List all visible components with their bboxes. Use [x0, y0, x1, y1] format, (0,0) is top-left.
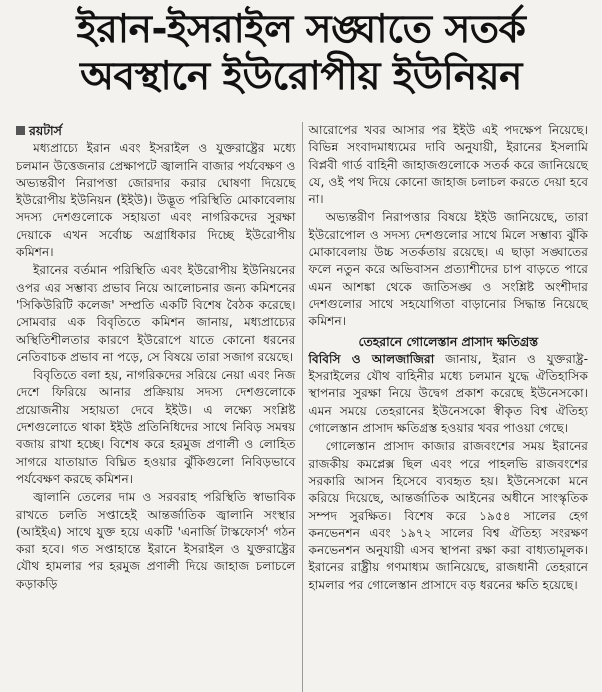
headline-line-1: ইরান-ইসরাইল সঙ্ঘাতে সতর্ক [76, 7, 526, 52]
byline-source: রয়টার্স [29, 123, 62, 138]
paragraph: ইরানের বর্তমান পরিস্থিতি এবং ইউরোপীয় ইউনিয়নের ওপর এর সম্ভাব্য প্রভাব নিয়ে আলোচনার জন্য কমিশনের 'সিকিউরিটি কলেজ' সম্প্রতি একটি বিশেষ বৈঠক করেছে। সোমবার এক বিবৃতিতে কমিশন জানায়, মধ্যপ্রাচ্যের অস্থিতিশীলতার কারণে ইউরোপে যাতে কোনো ধরনের নেতিবাচক প্রভাব না পড়ে, সে বিষয়ে তারা সজাগ রয়েছে। [16, 263, 296, 364]
paragraph: বিবৃতিতে বলা হয়, নাগরিকদের সরিয়ে নেয়া এবং নিজ দেশে ফিরিয়ে আনার প্রক্রিয়ায় সদস্য দেশগুলোকে প্রয়োজনীয় সহায়তা দেবে ইইউ। এ লক্ষ্যে সংশ্লিষ্ট দেশগুলোতে থাকা ইইউ প্রতিনিধিদের সাথে নিবিড় সমন্বয় বজায় রাখা হচ্ছে। বিশেষ করে হরমুজ প্রণালী ও লোহিত সাগরে যাতায়াত বিঘ্নিত হওয়ার ঝুঁকিগুলো নিবিড়ভাবে পর্যবেক্ষণ করছে কমিশন। [16, 368, 296, 486]
headline-line-2: অবস্থানে ইউরোপীয় ইউনিয়ন [80, 54, 522, 99]
paragraph: জ্বালানি তেলের দাম ও সরবরাহ পরিস্থিতি স্বাভাবিক রাখতে চলতি সপ্তাহেই আন্তর্জাতিক জ্বালানি সংস্থার (আইইএ) সাথে যুক্ত হয়ে একটি 'এনার্জি টাস্কফোর্স' গঠন করা হবে। গত সপ্তাহান্তে ইরানে ইসরাইল ও যুক্তরাষ্ট্রের যৌথ হামলার পর হরমুজ প্রণালী দিয়ে জাহাজ চলাচলে কড়াকড়ি [16, 490, 296, 591]
paragraph [309, 351, 589, 437]
square-bullet-icon [16, 126, 25, 135]
paragraph: আরোপের খবর আসার পর ইইউ এই পদক্ষেপ নিয়েছে। বিভিন্ন সংবাদমাধ্যমের দাবি অনুযায়ী, ইরানের ইসলামি বিপ্লবী গার্ড বাহিনী জাহাজগুলোকে সতর্ক করে জানিয়েছে যে, ওই পথ দিয়ে কোনো জাহাজ চলাচল করতে দেয়া হবে না। [308, 123, 588, 207]
paragraph: মধ্যপ্রাচ্যে ইরান এবং ইসরাইল ও যুক্তরাষ্ট্রের মধ্যে চলমান উত্তেজনার প্রেক্ষাপটে জ্বালানি বাজার পর্যবেক্ষণ ও অভ্যন্তরীণ নিরাপত্তা জোরদার করার ঘোষণা দিয়েছে ইউরোপীয় ইউনিয়ন (ইইউ)। উদ্ভূত পরিস্থিতি মোকাবেলায় সদস্য দেশগুলোকে সহায়তা এবং নাগরিকদের সুরক্ষা দেয়াকে এখন সর্বোচ্চ অগ্রাধিকার দিচ্ছে ইউরোপীয় কমিশন। [16, 141, 296, 260]
paragraph: অভ্যন্তরীণ নিরাপত্তার বিষয়ে ইইউ জানিয়েছে, তারা ইউরোপোল ও সদস্য দেশগুলোর সাথে মিলে সম্ভাব্য ঝুঁকি মোকাবেলায় উচ্চ সতর্কতায় রয়েছে। এ ছাড়া সঙ্ঘাতের ফলে নতুন করে অভিবাসন প্রত্যাশীদের চাপ বাড়তে পারে এমন আশঙ্কা থেকে জাতিসঙ্ঘ ও সংশ্লিষ্ট অংশীদার দেশগুলোর সাথে সহযোগিতা বাড়ানোর সিদ্ধান্ত নিয়েছে কমিশন। [308, 210, 588, 329]
source-lead: বিবিসি ও আলজাজিরা [308, 351, 435, 366]
headline [10, 6, 592, 100]
article-column-right [302, 122, 595, 692]
paragraph: গোলেস্তান প্রাসাদ কাজার রাজবংশের সময় ইরানের রাজকীয় কমপ্লেক্স ছিল এবং পরে পাহলভি রাজবংশের সরকারি আসন হিসেবে ব্যবহৃত হয়। ইউনেসকো মনে করিয়ে দিয়েছে, আন্তর্জাতিক আইনের অধীনে সাংস্কৃতিক সম্পদ সুরক্ষিত। বিশেষ করে ১৯৫৪ সালের হেগ কনভেনশন এবং ১৯৭২ সালের বিশ্ব ঐতিহ্য সংরক্ষণ কনভেনশন অনুযায়ী এসব স্থাপনা রক্ষা করা বাধ্যতামূলক। ইরানের রাষ্ট্রীয় গণমাধ্যম জানিয়েছে, রাজধানী তেহরানে হামলার পর গোলেস্তান প্রাসাদে বড় ধরনের ক্ষতি হয়েছে। [308, 439, 588, 592]
article-column-left [10, 122, 302, 692]
subheading: তেহরানে গোলেস্তান প্রাসাদ ক্ষতিগ্রস্ত [358, 333, 539, 349]
article-columns [10, 122, 594, 692]
byline [16, 122, 296, 139]
paragraph-text: জানায়, ইরান ও যুক্তরাষ্ট্র-ইসরাইলের যৌথ বাহিনীর মধ্যে চলমান যুদ্ধে ঐতিহাসিক স্থাপনার সুরক্ষা নিয়ে উদ্বেগ প্রকাশ করেছে ইউনেসকো। এমন সময়ে তেহরানের ইউনেসকো স্বীকৃত বিশ্ব ঐতিহ্য গোলেস্তান প্রাসাদ ক্ষতিগ্রস্ত হওয়ার খবর পাওয়া গেছে। [308, 351, 588, 436]
